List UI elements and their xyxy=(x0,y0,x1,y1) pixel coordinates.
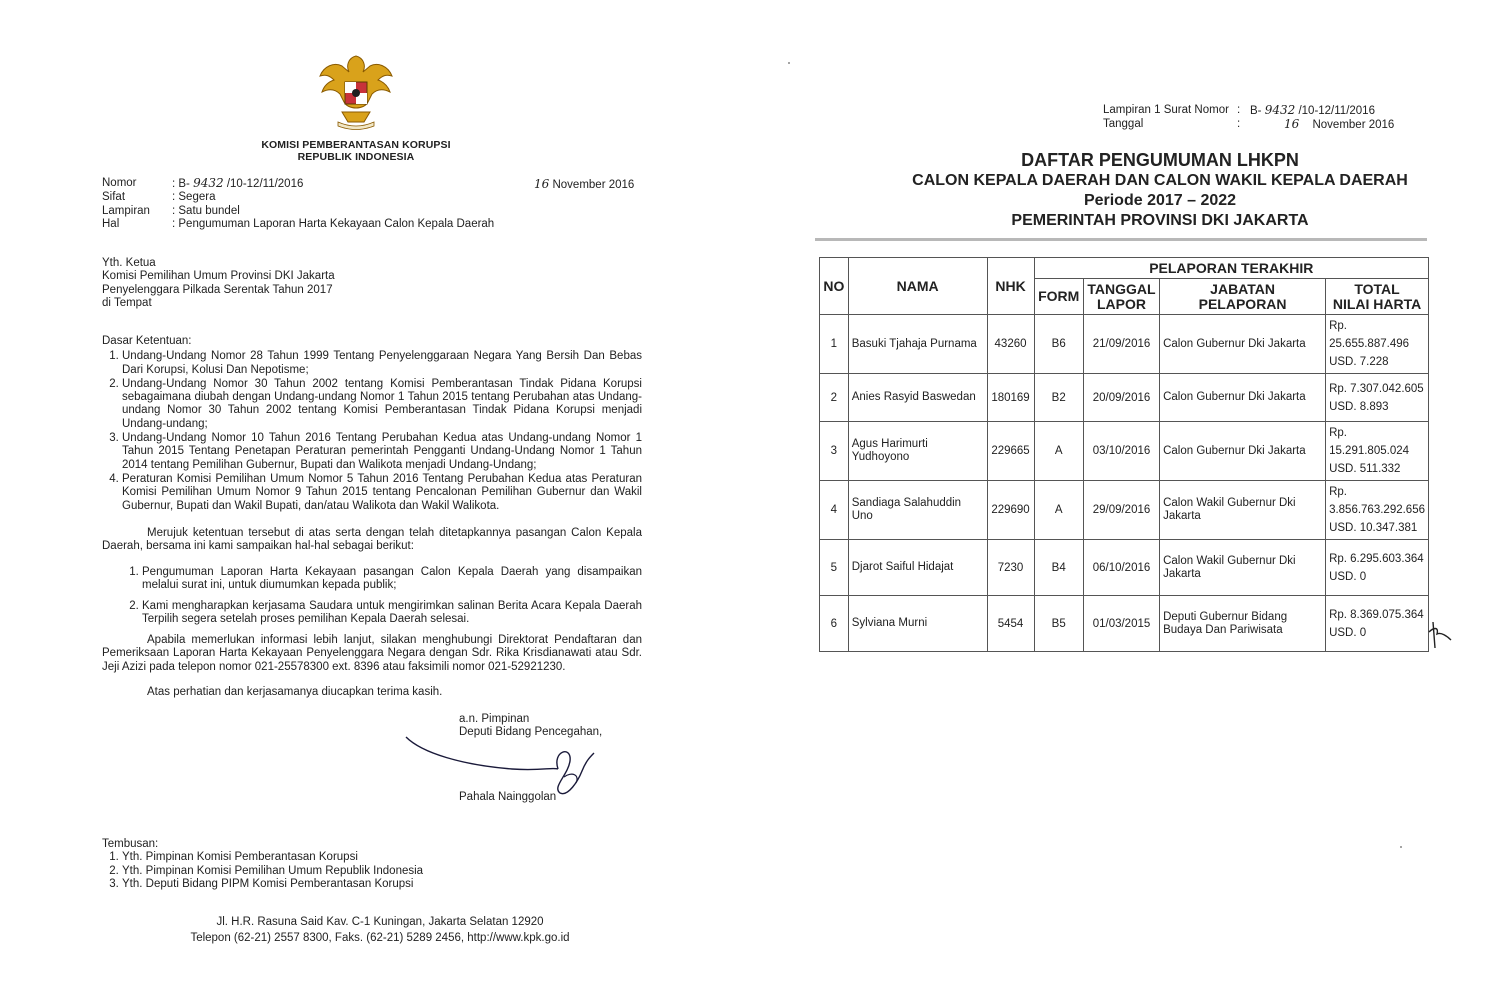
title-divider xyxy=(815,238,1427,241)
cell-no: 1 xyxy=(820,315,849,374)
recipient-address xyxy=(102,257,335,310)
garuda-emblem-icon xyxy=(318,52,394,132)
cell-no: 2 xyxy=(820,374,849,422)
scan-speck xyxy=(788,62,790,64)
footer-contact: Telepon (62-21) 2557 8300, Faks. (62-21) 5289 2456, http://www.kpk.go.id xyxy=(190,932,570,944)
legal-basis-list xyxy=(102,350,642,513)
total-usd: USD. 0 xyxy=(1329,626,1367,639)
meta-key: Sifat xyxy=(102,191,126,204)
cell-nama: Djarot Saiful Hidajat xyxy=(848,540,987,596)
total-rupiah: Rp. 15.291.805.024 xyxy=(1329,427,1410,457)
legal-basis-item: 4. Peraturan Komisi Pemilihan Umum Nomor 5 Tahun 2016 Tentang Perubahan Kedua atas Peraturan Komisi Pemilihan Umum Nomor 9 Tahun 2015 tentang Pencalonan Pemilihan Gubernur dan Wakil Gubernur, Bupati dan Wakil Bupati, dan/atau Walikota dan Wakil Walikota. xyxy=(122,473,642,513)
total-rupiah: Rp. 3.856.763.292.656 xyxy=(1329,486,1425,516)
cell-form: B5 xyxy=(1034,596,1083,652)
org-country: REPUBLIK INDONESIA xyxy=(297,151,415,163)
cell-tanggal: 21/09/2016 xyxy=(1083,315,1159,374)
cell-nhk: 180169 xyxy=(987,374,1034,422)
legal-basis xyxy=(102,335,642,514)
carbon-copy xyxy=(102,838,423,891)
cell-tanggal: 06/10/2016 xyxy=(1083,540,1159,596)
cell-nhk: 5454 xyxy=(987,596,1034,652)
cell-nama: Anies Rasyid Baswedan xyxy=(848,374,987,422)
header-form: FORM xyxy=(1034,279,1083,315)
cell-no: 6 xyxy=(820,596,849,652)
annex-ref-prefix: B- xyxy=(1250,105,1262,117)
cell-jabatan: Calon Gubernur Dki Jakarta xyxy=(1160,374,1326,422)
header-total-line: TOTAL xyxy=(1354,280,1400,297)
org-name: KOMISI PEMBERANTASAN KORUPSI xyxy=(261,139,451,151)
table-row xyxy=(820,540,1429,596)
cell-jabatan: Calon Wakil Gubernur Dki Jakarta xyxy=(1160,481,1326,540)
meta-prefix: : B- xyxy=(172,178,190,190)
header-tanggal-line: LAPOR xyxy=(1096,295,1146,312)
letter-date xyxy=(534,177,634,191)
total-rupiah: Rp. 6.295.603.364 xyxy=(1329,552,1424,565)
meta-value: : Pengumuman Laporan Harta Kekayaan Calon Kepala Daerah xyxy=(172,217,495,230)
colon: : xyxy=(1237,118,1241,131)
total-usd: USD. 8.893 xyxy=(1329,400,1389,413)
address-line: Komisi Pemilihan Umum Provinsi DKI Jakarta xyxy=(102,270,335,283)
legal-basis-item: 1. Undang-Undang Nomor 28 Tahun 1999 Tentang Penyelenggaraan Negara Yang Bersih Dan Bebas Dari Korupsi, Kolusi Dan Nepotisme; xyxy=(122,350,642,377)
points-list xyxy=(124,566,642,633)
meta-row-hal xyxy=(102,218,494,231)
total-rupiah: Rp. 8.369.075.364 xyxy=(1329,608,1424,621)
address-line: Yth. Ketua xyxy=(102,257,156,269)
signer-name: Pahala Nainggolan xyxy=(459,791,557,803)
meta-value xyxy=(172,177,303,191)
handwritten-number: 9432 xyxy=(193,176,224,190)
cell-nhk: 229665 xyxy=(987,422,1034,481)
cell-nhk: 7230 xyxy=(987,540,1034,596)
cell-form: B4 xyxy=(1034,540,1083,596)
header-total xyxy=(1326,279,1429,315)
sign-line: a.n. Pimpinan xyxy=(459,713,530,725)
cc-item: 1. Yth. Pimpinan Komisi Pemberantasan Korupsi xyxy=(122,851,423,864)
annex-ref-label: Lampiran 1 Surat Nomor xyxy=(1103,104,1229,116)
cc-title: Tembusan: xyxy=(102,838,159,850)
cell-tanggal: 20/09/2016 xyxy=(1083,374,1159,422)
total-usd: USD. 7.228 xyxy=(1329,356,1389,368)
header-tanggal xyxy=(1083,279,1159,315)
footer-address: Jl. H.R. Rasuna Said Kav. C-1 Kuningan, Jakarta Selatan 12920 xyxy=(216,916,544,928)
sign-line: Deputi Bidang Pencegahan, xyxy=(459,726,603,739)
total-usd: USD. 511.332 xyxy=(1329,463,1401,475)
annex-title: DAFTAR PENGUMUMAN LHKPN xyxy=(1021,150,1299,170)
cell-form: A xyxy=(1034,481,1083,540)
table-row xyxy=(820,596,1429,652)
table-row xyxy=(820,315,1429,374)
cell-no: 5 xyxy=(820,540,849,596)
header-jabatan-line: PELAPORAN xyxy=(1198,295,1287,312)
scan-speck xyxy=(1400,846,1402,848)
annex-subtitle: CALON KEPALA DAERAH DAN CALON WAKIL KEPALA DAERAH xyxy=(912,172,1408,189)
header-no: NO xyxy=(820,258,849,315)
cell-no: 3 xyxy=(820,422,849,481)
meta-value: : Satu bundel xyxy=(172,204,240,217)
lhkpn-table xyxy=(819,257,1429,652)
handwritten-day: 16 xyxy=(534,177,550,191)
cell-nama: Agus Harimurti Yudhoyono xyxy=(848,422,987,481)
meta-key: Hal xyxy=(102,217,120,230)
handwritten-day: 16 xyxy=(1284,117,1300,132)
handwritten-number: 9432 xyxy=(1264,103,1296,117)
cell-total xyxy=(1326,315,1429,374)
total-rupiah: Rp. 7.307.042.605 xyxy=(1329,382,1424,395)
cell-form: B6 xyxy=(1034,315,1083,374)
cell-form: B2 xyxy=(1034,374,1083,422)
cell-total xyxy=(1326,596,1429,652)
legal-basis-item: 2. Undang-Undang Nomor 30 Tahun 2002 tentang Komisi Pemberantasan Tindak Pidana Korupsi sebagaimana diubah dengan Undang-undang Nomor 1 Tahun 2015 tentang Perubahan atas Undang-undang Nomor 30 Tahun 2002 tentang Komisi Pemberantasan Tindak Pidana Korupsi menjadi Undang-undang; xyxy=(122,378,642,431)
header-jabatan-line: JABATAN xyxy=(1210,280,1275,297)
letter-meta xyxy=(102,177,494,231)
handwritten-page-mark-icon xyxy=(1425,618,1455,652)
cell-tanggal: 03/10/2016 xyxy=(1083,422,1159,481)
cell-nama: Sylviana Murni xyxy=(848,596,987,652)
colon: : xyxy=(1237,104,1241,116)
contact-paragraph: Apabila memerlukan informasi lebih lanjut, silakan menghubungi Direktorat Pendaftaran dan Pemeriksaan Laporan Harta Kekayaan Penyelenggara Negara dengan Sdr. Rika Krisdianawati atau Sdr. Jeji Azizi pada telepon nomor 021-25578300 ext. 8396 atau faksimili nomor 021-52921230. xyxy=(102,634,642,673)
table-row xyxy=(820,481,1429,540)
header-nhk: NHK xyxy=(987,258,1034,315)
cell-total xyxy=(1326,540,1429,596)
annex-ref-row xyxy=(1103,104,1394,118)
annex-page xyxy=(760,0,1500,981)
meta-key: Nomor xyxy=(102,177,137,189)
header-jabatan xyxy=(1160,279,1326,315)
cc-item: 2. Yth. Pimpinan Komisi Pemilihan Umum Republik Indonesia xyxy=(122,865,423,878)
legal-basis-item: 3. Undang-Undang Nomor 10 Tahun 2016 Tentang Perubahan Kedua atas Undang-undang Nomor 1 Tahun 2015 Tentang Penetapan Peraturan pemerintah Pengganti Undang-Undang Nomor 1 Tahun 2014 tentang Pemilihan Gubernur, Bupati dan Walikota menjadi Undang-Undang; xyxy=(122,432,642,472)
cell-tanggal: 01/03/2015 xyxy=(1083,596,1159,652)
annex-reference xyxy=(1103,104,1394,133)
referral-paragraph: Merujuk ketentuan tersebut di atas serta dengan telah ditetapkannya pasangan Calon Kepala Daerah, bersama ini kami sampaikan hal-hal sebagai berikut: xyxy=(102,527,642,553)
cell-form: A xyxy=(1034,422,1083,481)
cell-jabatan: Calon Wakil Gubernur Dki Jakarta xyxy=(1160,540,1326,596)
address-line: di Tempat xyxy=(102,296,152,309)
annex-ref-suffix: /10-12/11/2016 xyxy=(1298,105,1375,117)
cell-jabatan: Calon Gubernur Dki Jakarta xyxy=(1160,315,1326,374)
header-nama: NAMA xyxy=(848,258,987,315)
date-month-year: November 2016 xyxy=(552,179,635,191)
annex-date-row xyxy=(1103,118,1394,132)
meta-row-lampiran xyxy=(102,205,494,218)
cell-total xyxy=(1326,422,1429,481)
meta-row-nomor xyxy=(102,177,494,191)
cell-jabatan: Calon Gubernur Dki Jakarta xyxy=(1160,422,1326,481)
total-rupiah: Rp. 25.655.887.496 xyxy=(1329,320,1410,350)
annex-date-label: Tanggal xyxy=(1103,118,1144,131)
annex-government: PEMERINTAH PROVINSI DKI JAKARTA xyxy=(1011,212,1309,229)
header-total-line: NILAI HARTA xyxy=(1332,295,1422,312)
cell-nhk: 229690 xyxy=(987,481,1034,540)
cell-no: 4 xyxy=(820,481,849,540)
cell-nama: Basuki Tjahaja Purnama xyxy=(848,315,987,374)
cell-total xyxy=(1326,481,1429,540)
header-group: PELAPORAN TERAKHIR xyxy=(1034,258,1428,279)
address-line: Penyelenggara Pilkada Serentak Tahun 2017 xyxy=(102,283,333,296)
header-tanggal-line: TANGGAL xyxy=(1087,280,1156,297)
cell-tanggal: 29/09/2016 xyxy=(1083,481,1159,540)
cell-nhk: 43260 xyxy=(987,315,1034,374)
total-usd: USD. 0 xyxy=(1329,570,1367,583)
meta-suffix: /10-12/11/2016 xyxy=(226,178,304,190)
table-row xyxy=(820,422,1429,481)
table-row xyxy=(820,374,1429,422)
point-item: 2. Kami mengharapkan kerjasama Saudara untuk mengirimkan salinan Berita Acara Kepala Daerah Terpilih segera setelah proses pemilihan Kepala Daerah selesai. xyxy=(142,600,642,627)
annex-ref-value xyxy=(1250,104,1375,118)
cell-jabatan: Deputi Gubernur Bidang Budaya Dan Pariwisata xyxy=(1160,596,1326,652)
closing-paragraph: Atas perhatian dan kerjasamanya diucapkan terima kasih. xyxy=(147,686,443,698)
annex-period: Periode 2017 – 2022 xyxy=(1083,192,1237,209)
cell-nama: Sandiaga Salahuddin Uno xyxy=(848,481,987,540)
legal-basis-title: Dasar Ketentuan: xyxy=(102,335,192,347)
cell-total xyxy=(1326,374,1429,422)
cc-item: 3. Yth. Deputi Bidang PIPM Komisi Pemberantasan Korupsi xyxy=(122,878,423,891)
meta-key: Lampiran xyxy=(102,204,150,217)
annex-date-value xyxy=(1250,118,1394,132)
total-usd: USD. 10.347.381 xyxy=(1329,522,1418,534)
annex-date-rest: November 2016 xyxy=(1312,119,1395,132)
meta-value: : Segera xyxy=(172,191,216,204)
point-item: 1. Pengumuman Laporan Harta Kekayaan pasangan Calon Kepala Daerah yang disampaikan melalui surat ini, untuk diumumkan kepada publik; xyxy=(142,566,642,593)
meta-row-sifat xyxy=(102,191,494,204)
